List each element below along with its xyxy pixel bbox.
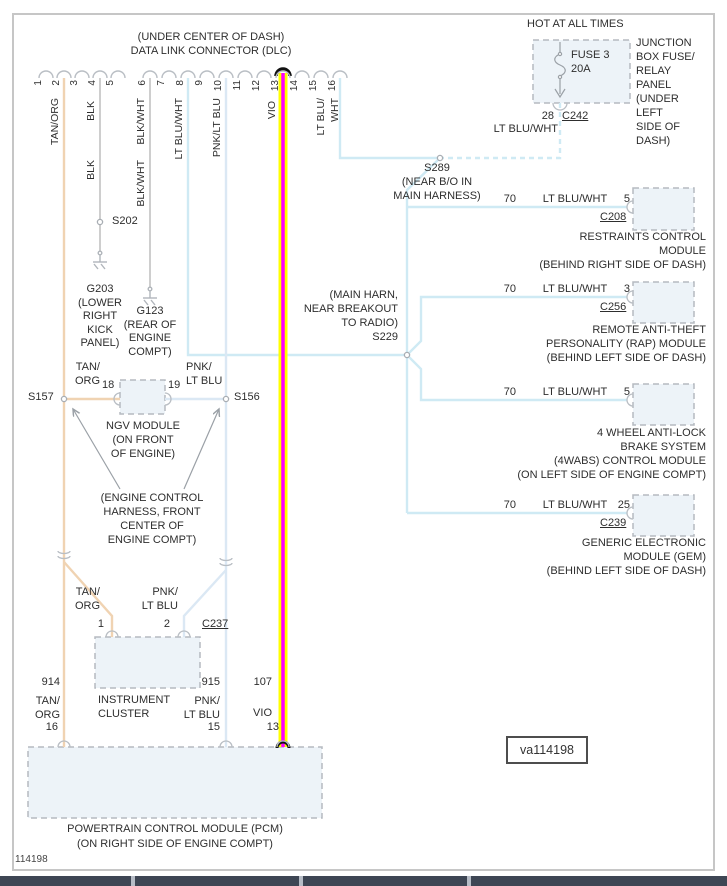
wire-label-lt-blu-wht: LT BLU/WHT <box>173 98 185 160</box>
wire-label-blk: BLK <box>85 101 97 121</box>
connector-c242: C242 <box>562 110 589 122</box>
cluster-left-pin: 1 <box>97 618 104 630</box>
dlc-pin-6: 6 <box>137 80 148 86</box>
cluster-right-pin: 2 <box>163 618 170 630</box>
s289-label: S289 <box>424 162 450 174</box>
ground-symbol-g123 <box>143 287 157 305</box>
rap-wire: LT BLU/WHT <box>542 283 608 295</box>
g203-label: G203 (LOWER RIGHT KICK PANEL) <box>78 283 122 349</box>
junction-box-note: JUNCTION BOX FUSE/ RELAY PANEL (UNDER LEFT SIDE OF DASH) <box>636 37 695 147</box>
cluster-name-1: INSTRUMENT <box>98 694 171 706</box>
dlc-pin-14: 14 <box>289 80 300 92</box>
ground-symbol-g203 <box>93 251 107 269</box>
cluster-right-wire-b: LT BLU <box>141 600 178 612</box>
splice-s157 <box>61 396 66 401</box>
dlc-pin-12: 12 <box>251 80 262 92</box>
dlc-connector-terminals <box>39 71 347 78</box>
fourwabs-pin: 5 <box>623 386 630 398</box>
dlc-pin-8: 8 <box>175 80 186 86</box>
restraints-circuit: 70 <box>503 193 516 205</box>
dlc-title: DATA LINK CONNECTOR (DLC) <box>130 45 292 57</box>
restraints-wire: LT BLU/WHT <box>542 193 608 205</box>
pcm-left-wire-b: ORG <box>34 709 60 721</box>
ngv-right-pin: 19 <box>168 379 181 391</box>
c242-pin: 28 <box>541 110 554 122</box>
cluster-left-wire-a: TAN/ <box>75 586 100 598</box>
diagram-code: 114198 <box>15 854 48 865</box>
vio-wire-highlighted <box>276 69 290 748</box>
engine-harness-note: (ENGINE CONTROL HARNESS, FRONT CENTER OF ENGINE COMPT) <box>100 492 204 546</box>
hot-at-all-times-label: HOT AT ALL TIMES <box>527 18 624 30</box>
fourwabs-wire: LT BLU/WHT <box>542 386 608 398</box>
gem-pin: 25 <box>617 499 630 511</box>
wire-label-tan-org: TAN/ORG <box>49 98 61 146</box>
gem-module-name: GENERIC ELECTRONIC MODULE (GEM) (BEHIND LEFT SIDE OF DASH) <box>546 537 706 577</box>
bottom-bar-divider <box>131 876 135 886</box>
pcm-box <box>28 747 322 818</box>
dlc-pin-10: 10 <box>213 80 224 92</box>
dlc-location-note: (UNDER CENTER OF DASH) <box>137 31 285 43</box>
diagram-stamp-box: va114198 <box>506 736 588 764</box>
pcm-right-circuit: 107 <box>253 676 272 688</box>
ngv-right-wire-a: PNK/ <box>186 361 212 373</box>
g123-label: G123 (REAR OF ENGINE COMPT) <box>123 305 177 358</box>
splice-s229 <box>404 352 409 357</box>
restraints-module-name: RESTRAINTS CONTROL MODULE (BEHIND RIGHT SIDE OF DASH) <box>539 231 706 271</box>
restraints-pin: 5 <box>623 193 630 205</box>
dlc-pin-1: 1 <box>33 80 44 86</box>
gem-circuit: 70 <box>503 499 516 511</box>
dlc-pin-16: 16 <box>327 80 338 92</box>
rap-pin: 3 <box>623 283 630 295</box>
fourwabs-circuit: 70 <box>503 386 516 398</box>
gem-module-box <box>633 495 694 536</box>
dlc-pin-2: 2 <box>51 80 62 86</box>
fourwabs-module-box <box>633 384 694 425</box>
dlc-pin-13: 13 <box>270 80 281 92</box>
ngv-module-name: NGV MODULE (ON FRONT OF ENGINE) <box>106 420 180 460</box>
connector-c239: C239 <box>600 517 627 529</box>
pcm-left-circuit: 914 <box>41 676 60 688</box>
bottom-bar-divider <box>467 876 471 886</box>
splice-s202 <box>97 219 102 224</box>
connector-c237: C237 <box>202 618 229 630</box>
fuse-rating: 20A <box>571 63 591 75</box>
bottom-bar-divider <box>299 876 303 886</box>
connector-c256: C256 <box>600 301 627 313</box>
dlc-pin-3: 3 <box>69 80 80 86</box>
ngv-left-wire-a: TAN/ <box>75 361 100 373</box>
dlc-pin-15: 15 <box>308 80 319 92</box>
pcm-right-pin: 13 <box>266 721 279 733</box>
s156-label: S156 <box>234 391 260 403</box>
fuse-wire-label: LT BLU/WHT <box>493 123 558 135</box>
wire-label-blk-wht: BLK/WHT <box>135 98 147 145</box>
gem-wire: LT BLU/WHT <box>542 499 608 511</box>
fourwabs-module-name: 4 WHEEL ANTI-LOCK BRAKE SYSTEM (4WABS) CONTROL MODULE (ON LEFT SIDE OF ENGINE COMPT) <box>517 427 706 481</box>
rap-circuit: 70 <box>503 283 516 295</box>
cluster-name-2: CLUSTER <box>98 708 150 720</box>
wire-label-lt-blu-16b: WHT <box>329 98 341 122</box>
pcm-mid-wire-b: LT BLU <box>183 709 220 721</box>
ngv-left-wire-b: ORG <box>74 375 100 387</box>
dlc-pin-5: 5 <box>105 80 116 86</box>
s229-note: (MAIN HARN, NEAR BREAKOUT TO RADIO) S229 <box>303 289 398 343</box>
cluster-left-wire-b: ORG <box>74 600 100 612</box>
splice-s156 <box>223 396 228 401</box>
wire-label-vio: VIO <box>266 101 278 120</box>
dlc-pin-9: 9 <box>194 80 205 86</box>
pcm-mid-wire-a: PNK/ <box>194 695 220 707</box>
s289-note-2: MAIN HARNESS) <box>393 190 481 202</box>
wire-trunk <box>407 158 440 513</box>
harness-breakout-marks <box>58 551 232 566</box>
bottom-bar <box>0 876 727 886</box>
instrument-cluster-box <box>95 637 200 688</box>
s202-label: S202 <box>112 215 138 227</box>
pcm-left-wire-a: TAN/ <box>35 695 60 707</box>
dlc-pin-7: 7 <box>156 80 167 86</box>
connector-c208: C208 <box>600 211 627 223</box>
wire-label-blk-wht-lower: BLK/WHT <box>135 160 147 207</box>
dlc-pin-11: 11 <box>232 80 243 91</box>
s157-label: S157 <box>28 391 54 403</box>
fuse-name: FUSE 3 <box>571 49 610 61</box>
pcm-name-2: (ON RIGHT SIDE OF ENGINE COMPT) <box>77 838 273 850</box>
pcm-mid-pin: 15 <box>207 721 220 733</box>
ngv-right-wire-b: LT BLU <box>186 375 223 387</box>
cluster-right-wire-a: PNK/ <box>152 586 178 598</box>
wire-label-lt-blu-16a: LT BLU/ <box>315 98 327 136</box>
splice-s289 <box>437 155 442 160</box>
ngv-module-box <box>120 380 165 414</box>
rap-module-name: REMOTE ANTI-THEFT PERSONALITY (RAP) MODULE (BEHIND LEFT SIDE OF DASH) <box>546 324 706 364</box>
wire-dlc-pin16 <box>340 78 440 158</box>
wire-label-pnk-lt-blu: PNK/LT BLU <box>211 98 223 158</box>
pcm-mid-circuit: 915 <box>201 676 220 688</box>
pcm-left-pin: 16 <box>45 721 58 733</box>
pcm-name-1: POWERTRAIN CONTROL MODULE (PCM) <box>67 823 283 835</box>
dlc-pin-4: 4 <box>87 80 98 86</box>
s289-note-1: (NEAR B/O IN <box>401 176 473 188</box>
wire-label-blk-lower: BLK <box>85 160 97 180</box>
rap-module-box <box>633 282 694 323</box>
ngv-left-pin: 18 <box>102 379 115 391</box>
pcm-right-wire: VIO <box>253 707 272 719</box>
restraints-module-box <box>633 188 694 230</box>
